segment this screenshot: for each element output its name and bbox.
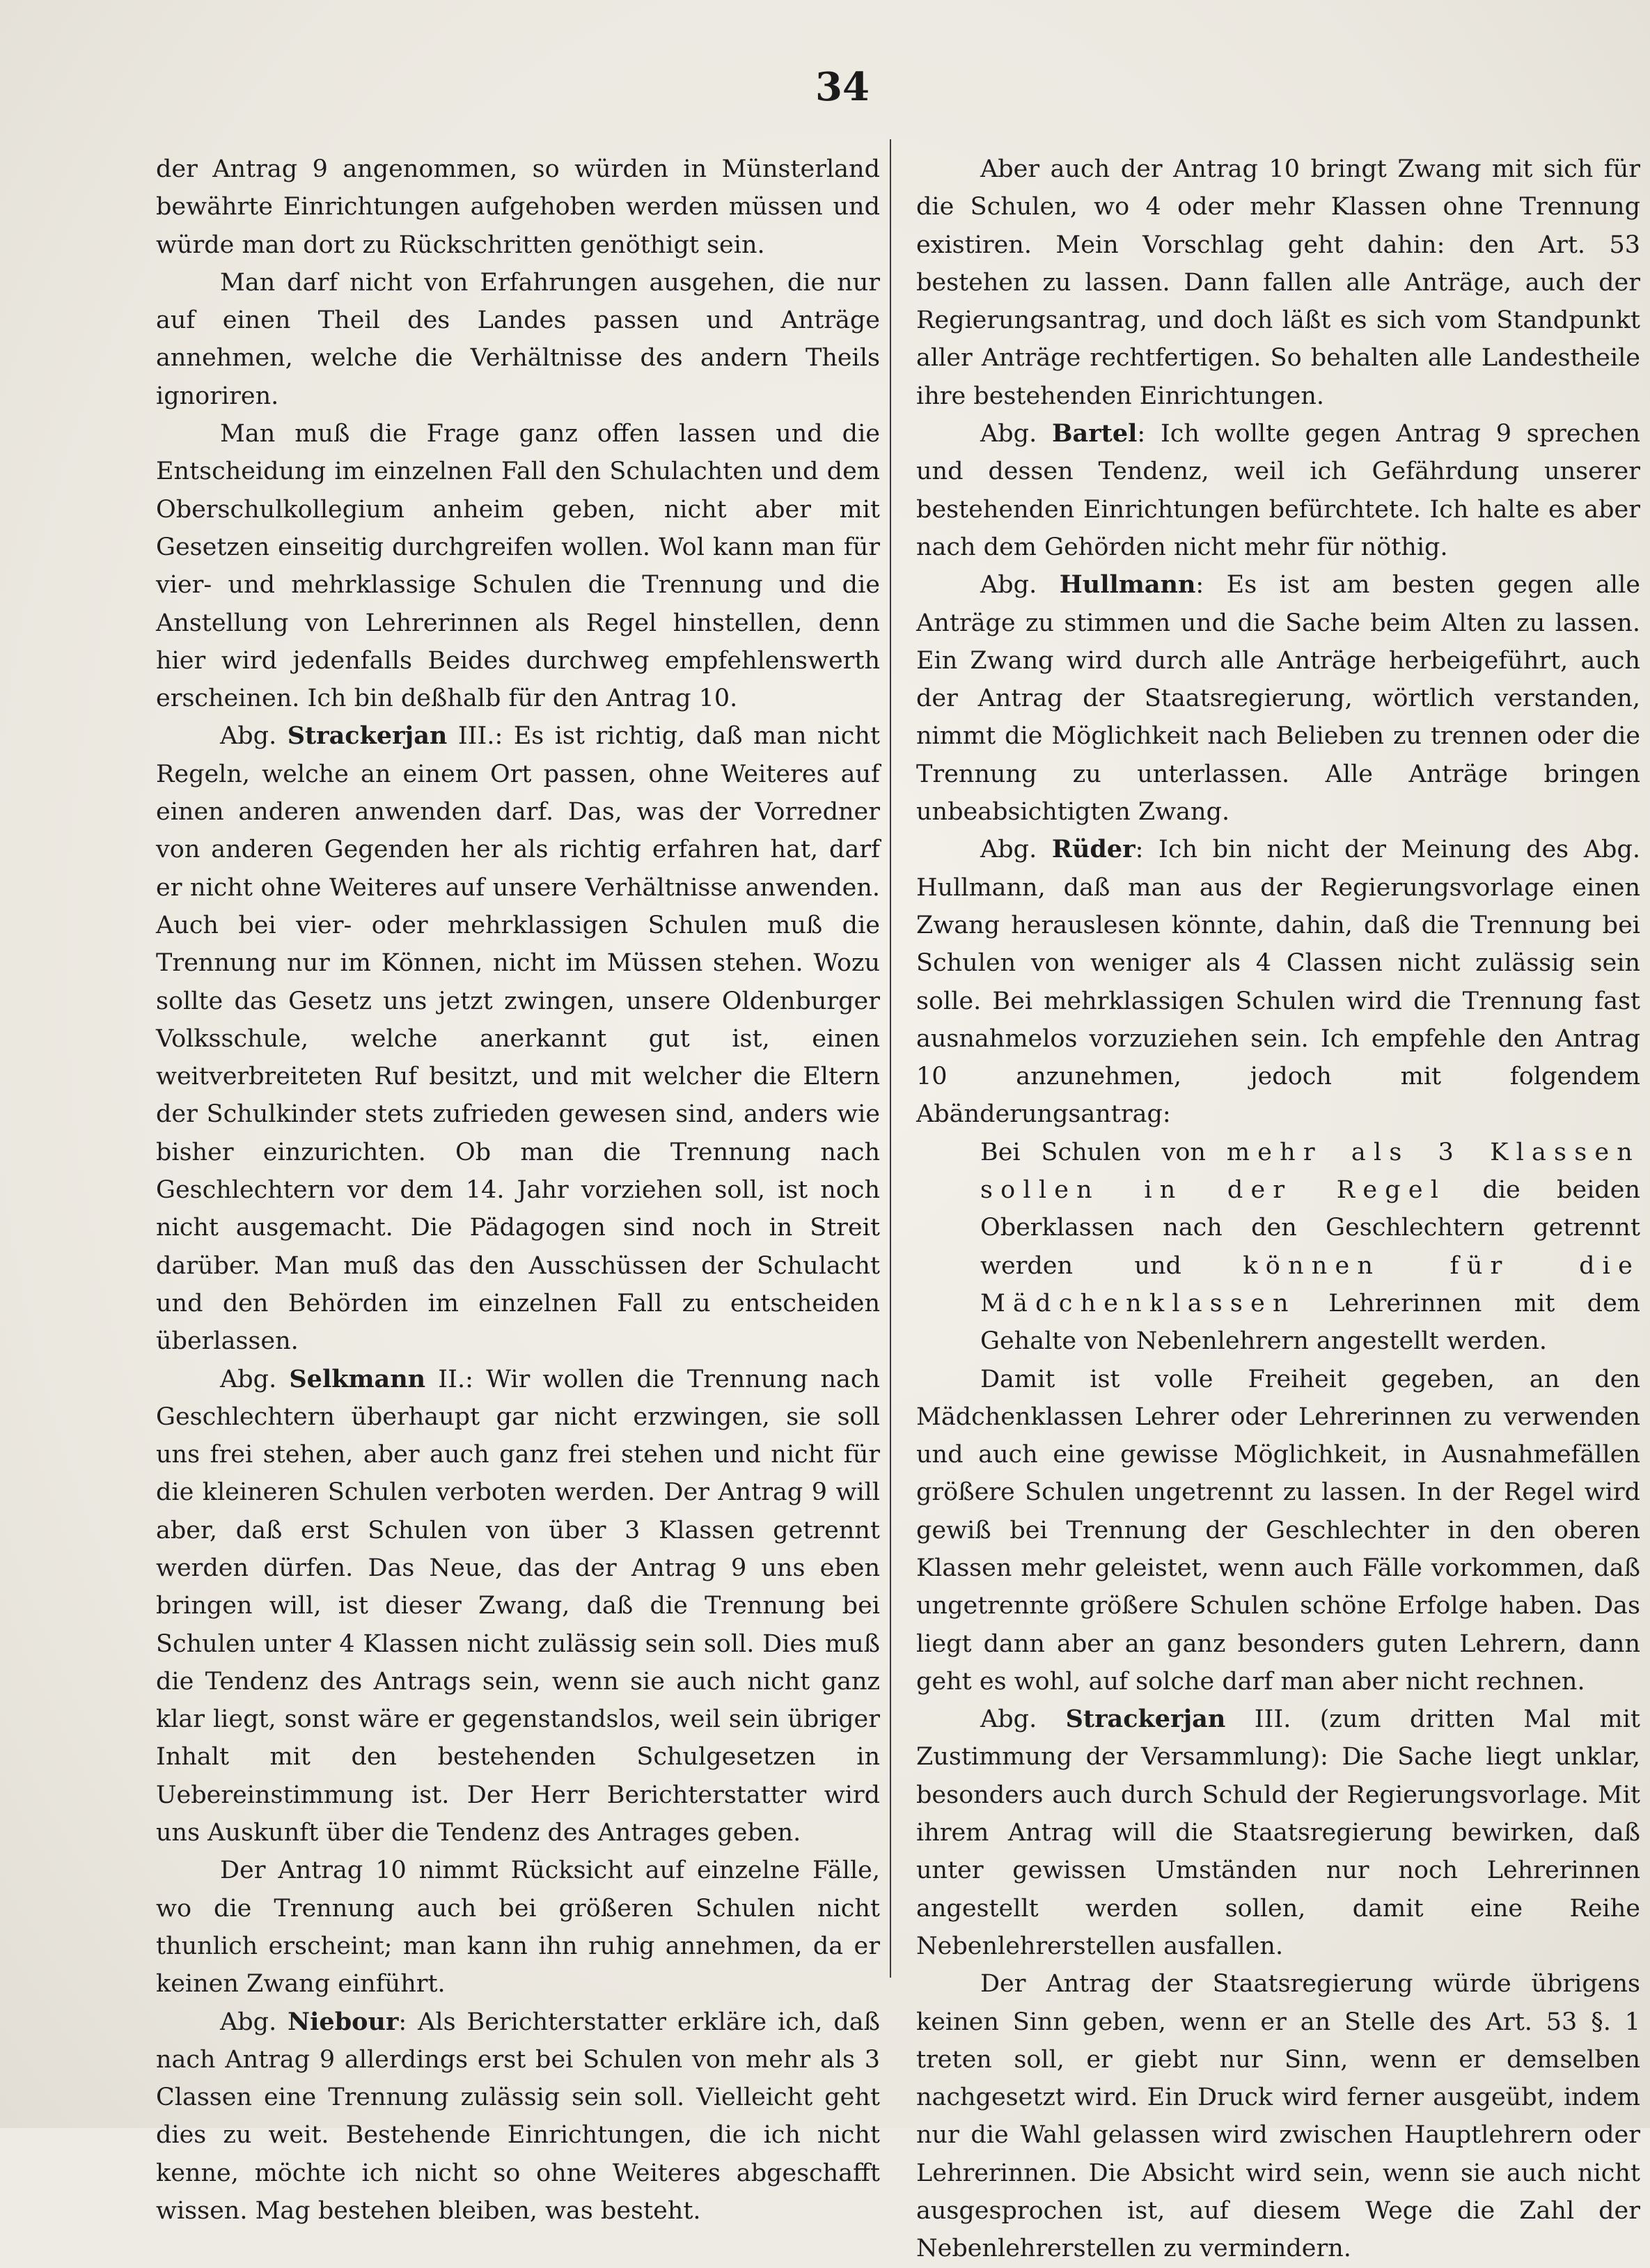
speaker-prefix: Abg. bbox=[220, 1365, 290, 1393]
emphasis-spaced-text: mehr als 3 Klassen sollen in der Regel bbox=[980, 1138, 1641, 1205]
speech-paragraph bbox=[156, 717, 880, 1360]
speech-text: Es ist richtig, daß man nicht Regeln, welche an einem Ort passen, ohne Weiteres auf einen anderen anwenden darf. Das, was der Vorredner von anderen Gegenden her als richtig erfahren hat, darf er nicht ohne Weiteres auf unsere Verhältnisse anwenden. Auch bei vier- oder mehrklassigen Schulen muß die Trennung nur im Können, nicht im Müssen stehen. Wozu sollte das Gesetz uns jetzt zwingen, unsere Oldenburger Volksschule, welche anerkannt gut ist, einen weitverbreiteten Ruf besitzt, und mit welcher die Eltern der Schulkinder stets zufrieden gewesen sind, anders wie bisher einzurichten. Ob man die Trennung nach Geschlechtern vor dem 14. Jahr vorziehen soll, ist noch nicht ausgemacht. Die Pädagogen sind noch in Streit darüber. Man muß das den Ausschüssen der Schulacht und den Behörden im einzelnen Fall zu entscheiden überlassen. bbox=[156, 722, 880, 1356]
speaker-suffix: III. bbox=[1225, 1705, 1291, 1734]
speaker-name: Bartel bbox=[1051, 419, 1138, 448]
speech-text: Ich bin nicht der Meinung des Abg. Hullmann, daß man aus der Regierungsvorlage einen Zwang herauslesen könnte, dahin, daß die Trennung bei Schulen von weniger als 4 Classen nicht zulässig sein solle. Bei mehrklassigen Schulen wird die Trennung fast ausnahmelos vorzuziehen sein. Ich empfehle den Antrag 10 anzunehmen, jedoch mit folgendem Abänderungsantrag: bbox=[916, 836, 1640, 1129]
speaker-name: Strackerjan bbox=[1065, 1705, 1226, 1734]
speaker-name: Niebour bbox=[288, 2007, 399, 2036]
paragraph: Damit ist volle Freiheit gegeben, an den Mädchenklassen Lehrer oder Lehrerinnen zu verwenden und auch eine gewisse Möglichkeit, in Ausnahmefällen größere Schulen ungetrennt zu lassen. In der Regel wird gewiß bei Trennung der Geschlechter in den oberen Klassen mehr geleistet, wenn auch Fälle vorkommen, daß ungetrennte größere Schulen schöne Erfolge haben. Das liegt dann aber an ganz besonders guten Lehrern, dann geht es wohl, auf solche darf man aber nicht rechnen. bbox=[916, 1365, 1640, 1696]
speaker-suffix: II.: bbox=[425, 1365, 473, 1393]
speech-text: Als Berichterstatter erkläre ich, daß nach Antrag 9 allerdings erst bei Schulen von mehr als 3 Classen eine Trennung zulässig sein soll. Vielleicht geht dies zu weit. Bestehende Einrichtungen, die ich nicht kenne, möchte ich nicht so ohne Weiteres abgeschafft wissen. Mag bestehen bleiben, was besteht. bbox=[156, 2008, 880, 2226]
speaker-name: Rüder bbox=[1051, 835, 1136, 864]
speaker-suffix: : bbox=[1135, 836, 1144, 864]
left-column bbox=[156, 150, 880, 2230]
column-divider bbox=[890, 139, 891, 1978]
page-number: 34 bbox=[815, 64, 870, 110]
speaker-prefix: Abg. bbox=[980, 836, 1052, 864]
speech-text: (zum dritten Mal mit Zustimmung der Versammlung): Die Sache liegt unklar, besonders auch durch Schuld der Regierungsvorlage. Mit ihrem Antrag will die Staatsregierung bewirken, daß unter gewissen Umständen nur noch Lehrerinnen angestellt werden sollen, damit eine Reihe Nebenlehrerstellen ausfallen. bbox=[916, 1705, 1640, 1960]
speaker-prefix: Abg. bbox=[980, 571, 1060, 600]
speaker-prefix: Abg. bbox=[220, 722, 288, 751]
speaker-suffix: : bbox=[1137, 420, 1146, 448]
speaker-name: Strackerjan bbox=[287, 721, 448, 751]
speech-text: Ich wollte gegen Antrag 9 sprechen und dessen Tendenz, weil ich Gefährdung unserer bestehenden Einrichtungen befürchtete. Ich halte es aber nach dem Gehörden nicht mehr für nöthig. bbox=[916, 420, 1640, 561]
speaker-prefix: Abg. bbox=[220, 2008, 288, 2036]
speaker-suffix: : bbox=[398, 2008, 407, 2036]
speaker-name: Hullmann bbox=[1059, 570, 1196, 600]
speech-paragraph bbox=[916, 831, 1640, 1133]
paragraph: Aber auch der Antrag 10 bringt Zwang mit sich für die Schulen, wo 4 oder mehr Klassen ohne Trennung existiren. Mein Vorschlag geht dahin: den Art. 53 bestehen zu lassen. Dann fallen alle Anträge, auch der Regierungsantrag, und doch läßt es sich vom Standpunkt aller Anträge rechtfertigen. So behalten alle Landestheile ihre bestehenden Einrichtungen. bbox=[916, 155, 1640, 410]
paragraph: Man muß die Frage ganz offen lassen und die Entscheidung im einzelnen Fall den Schulachten und dem Oberschulkollegium anheim geben, nicht aber mit Gesetzen einseitig durchgreifen wollen. Wol kann man für vier- und mehrklassige Schulen die Trennung und die Anstellung von Lehrerinnen als Regel hinstellen, denn hier wird jedenfalls Beides durchweg empfehlenswerth erscheinen. Ich bin deßhalb für den Antrag 10. bbox=[156, 420, 880, 713]
right-column bbox=[916, 150, 1640, 2268]
speech-text: Wir wollen die Trennung nach Geschlechtern überhaupt gar nicht erzwingen, sie soll uns frei stehen, aber auch ganz frei stehen und nicht für die kleineren Schulen verboten werden. Der Antrag 9 will aber, daß erst Schulen von über 3 Klassen getrennt werden dürfen. Das Neue, das der Antrag 9 uns eben bringen will, ist dieser Zwang, daß die Trennung bei Schulen unter 4 Klassen nicht zulässig sein soll. Dies muß die Tendenz des Antrags sein, wenn sie auch nicht ganz klar liegt, sonst wäre er gegenstandslos, weil sein übriger Inhalt mit den bestehenden Schulgesetzen in Uebereinstimmung ist. Der Herr Berichterstatter wird uns Auskunft über die Tendenz des Antrages geben. bbox=[156, 1365, 880, 1847]
speech-paragraph bbox=[916, 415, 1640, 566]
quote-text: die beiden Oberklassen nach den Geschlechtern getrennt werden und bbox=[980, 1176, 1640, 1280]
quote-text: Bei Schulen von bbox=[980, 1138, 1227, 1166]
speaker-suffix: : bbox=[1195, 571, 1204, 600]
paragraph: der Antrag 9 angenommen, so würden in Münsterland bewährte Einrichtungen aufgehoben werden müssen und würde man dort zu Rückschritten genöthigt sein. bbox=[156, 155, 880, 259]
paragraph: Der Antrag 10 nimmt Rücksicht auf einzelne Fälle, wo die Trennung auch bei größeren Schulen nicht thunlich erscheint; man kann ihn ruhig annehmen, da er keinen Zwang einführt. bbox=[156, 1856, 880, 1999]
speech-text: Es ist am besten gegen alle Anträge zu stimmen und die Sache beim Alten zu lassen. Ein Zwang wird durch alle Anträge herbeigeführt, auch der Antrag der Staatsregierung, wörtlich verstanden, nimmt die Möglichkeit nach Belieben zu trennen oder die Trennung zu unterlassen. Alle Anträge bringen unbeabsichtigten Zwang. bbox=[916, 571, 1640, 827]
emphasis-spaced-text: können für die Mädchenklassen bbox=[980, 1251, 1640, 1317]
speech-paragraph bbox=[916, 566, 1640, 831]
speaker-suffix: III.: bbox=[447, 722, 503, 751]
speech-paragraph bbox=[156, 2003, 880, 2230]
speaker-prefix: Abg. bbox=[980, 1705, 1066, 1734]
speaker-prefix: Abg. bbox=[980, 420, 1052, 448]
paragraph: Der Antrag der Staatsregierung würde übrigens keinen Sinn geben, wenn er an Stelle des Art. 53 §. 1 treten soll, er giebt nur Sinn, wenn er demselben nachgesetzt wird. Ein Druck wird ferner ausgeübt, indem nur die Wahl gelassen wird zwischen Hauptlehrern oder Lehrerinnen. Die Absicht wird sein, wenn sie auch nicht ausgesprochen ist, auf diesem Wege die Zahl der Nebenlehrerstellen zu vermindern. bbox=[916, 1970, 1640, 2263]
speaker-name: Selkmann bbox=[289, 1364, 426, 1393]
quote-text: Lehrerinnen mit dem Gehalte von Nebenlehrern angestellt werden. bbox=[980, 1289, 1640, 1356]
speech-paragraph bbox=[916, 1700, 1640, 1965]
amendment-quote bbox=[916, 1134, 1640, 1361]
speech-paragraph bbox=[156, 1361, 880, 1852]
paragraph: Man darf nicht von Erfahrungen ausgehen, die nur auf einen Theil des Landes passen und Anträge annehmen, welche die Verhältnisse des andern Theils ignoriren. bbox=[156, 268, 880, 410]
